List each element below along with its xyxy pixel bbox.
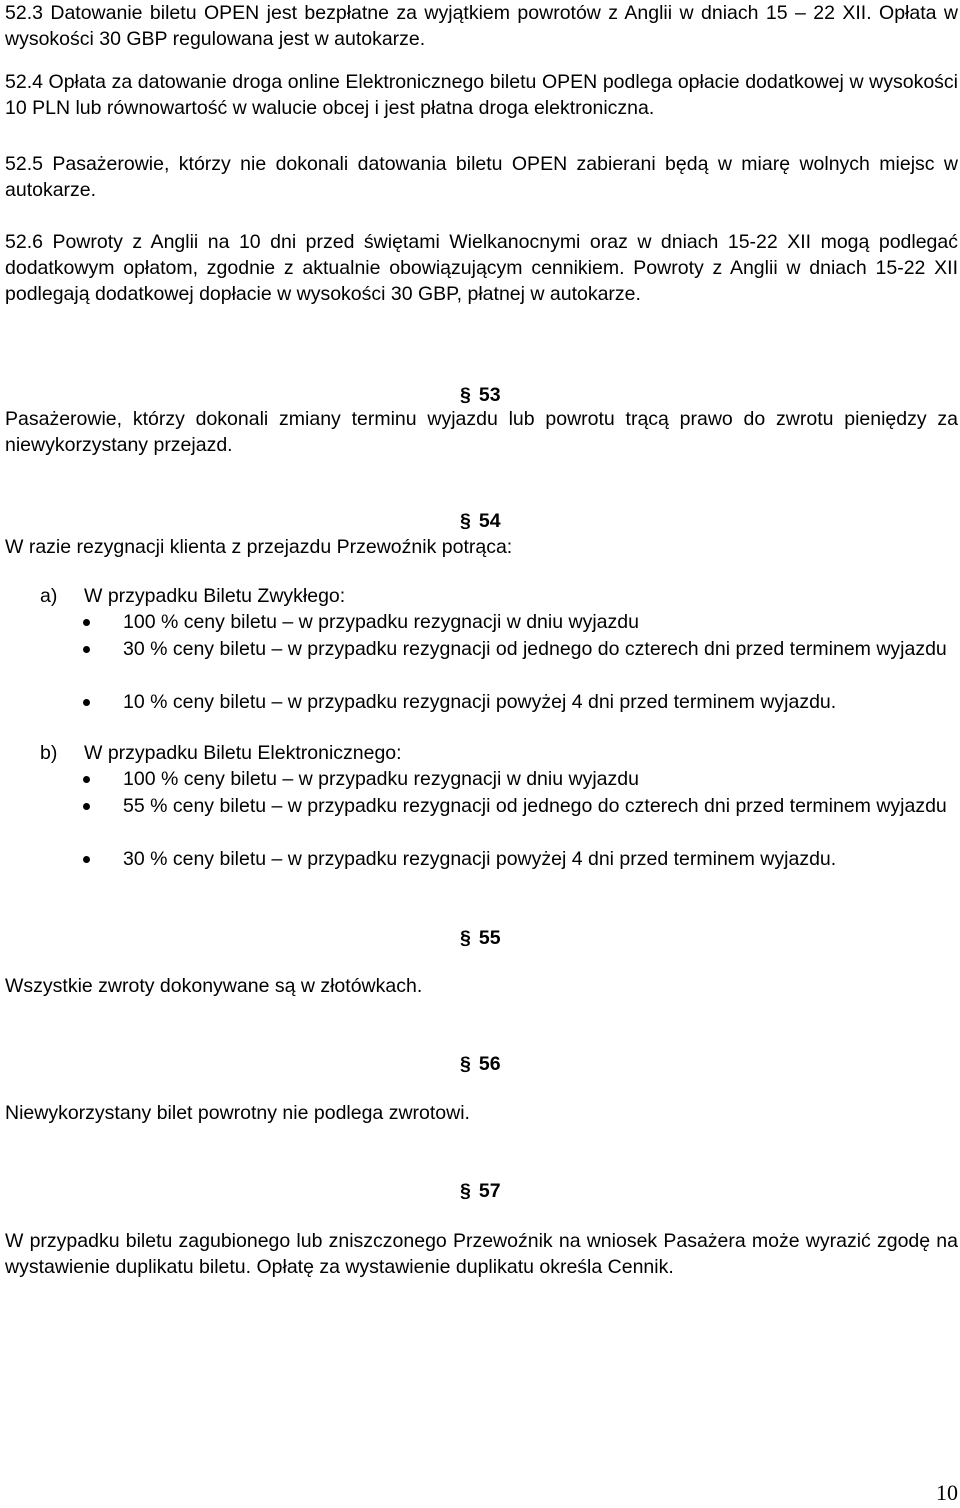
section-57-text: W przypadku biletu zagubionego lub zniszczonego Przewoźnik na wniosek Pasażera może wyrazić zgodę na wystawienie duplikatu biletu. Opłatę za wystawienie duplikatu określa Cennik. <box>5 1230 958 1278</box>
section-53-heading: § 53 <box>460 384 501 406</box>
list-title-a: W przypadku Biletu Zwykłego: <box>84 585 346 607</box>
paragraph-52-5: 52.5 Pasażerowie, którzy nie dokonali datowania biletu OPEN zabierani będą w miarę wolnych miejsc w autokarze. <box>5 153 958 201</box>
bullet-icon <box>83 803 90 810</box>
section-53-text: Pasażerowie, którzy dokonali zmiany terminu wyjazdu lub powrotu trącą prawo do zwrotu pieniędzy za niewykorzystany przejazd. <box>5 408 958 456</box>
bullet-icon <box>83 646 90 653</box>
list-label-b: b) <box>40 742 58 764</box>
list-label-a: a) <box>40 585 58 607</box>
paragraph-52-6: 52.6 Powroty z Anglii na 10 dni przed świętami Wielkanocnymi oraz w dniach 15-22 XII mogą podlegać dodatkowym opłatom, zgodnie z aktualnie obowiązującym cennikiem. Powroty z Anglii w dniach 15-22 XII podlegają dodatkowej dopłacie w wysokości 30 GBP, płatnej w autokarze. <box>5 231 958 305</box>
list-title-b: W przypadku Biletu Elektronicznego: <box>84 742 402 764</box>
section-56-heading: § 56 <box>460 1053 501 1075</box>
section-57-heading: § 57 <box>460 1180 501 1202</box>
page-number: 10 <box>936 1480 958 1505</box>
bullet-icon <box>83 619 90 626</box>
section-55-heading: § 55 <box>460 927 501 949</box>
bullet-icon <box>83 776 90 783</box>
paragraph-52-4: 52.4 Opłata za datowanie droga online Elektronicznego biletu OPEN podlega opłacie dodatkowej w wysokości 10 PLN lub równowartość w walucie obcej i jest płatna droga elektroniczna. <box>5 71 958 119</box>
bullet-icon <box>83 856 90 863</box>
section-56-text: Niewykorzystany bilet powrotny nie podlega zwrotowi. <box>5 1102 470 1124</box>
section-54-intro: W razie rezygnacji klienta z przejazdu Przewoźnik potrąca: <box>5 536 513 558</box>
section-54-heading: § 54 <box>460 510 501 532</box>
paragraph-52-3: 52.3 Datowanie biletu OPEN jest bezpłatne za wyjątkiem powrotów z Anglii w dniach 15 – 22 XII. Opłata w wysokości 30 GBP regulowana jest w autokarze. <box>5 2 958 50</box>
section-55-text: Wszystkie zwroty dokonywane są w złotówkach. <box>5 975 423 997</box>
bullet-icon <box>83 699 90 706</box>
